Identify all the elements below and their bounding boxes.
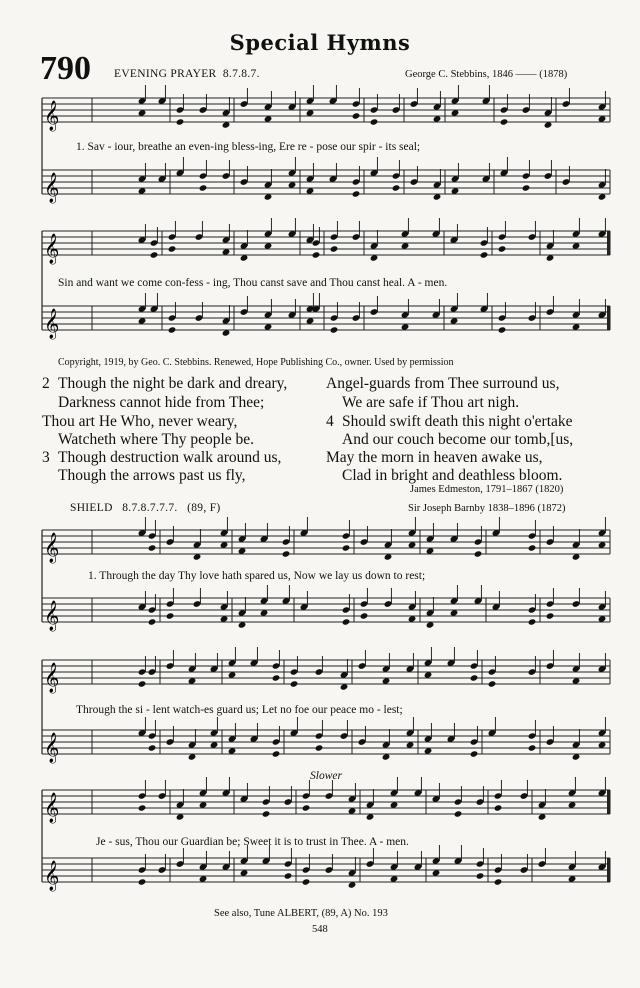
tune-name: EVENING PRAYER (114, 68, 217, 80)
notehead (392, 184, 401, 191)
clef-icon: 𝄞 (44, 861, 60, 891)
notehead (138, 878, 147, 885)
notehead (470, 674, 479, 681)
notehead (488, 680, 497, 687)
notehead (272, 750, 281, 757)
notehead (148, 744, 157, 751)
tune-heading (70, 502, 221, 514)
notehead (498, 326, 507, 333)
page-number: 548 (312, 924, 328, 935)
notehead (176, 118, 185, 125)
lyric-line: Sin and want we come con-fess - ing, Thou canst save and Thou canst heal. A - men. (58, 277, 448, 289)
section-title: Special Hymns (229, 30, 411, 55)
notehead (470, 750, 479, 757)
clef-icon: 𝄞 (44, 173, 60, 203)
lyric-line: 1. Sav - iour, breathe an even-ing bless-ing, Ere re - pose our spir - its seal; (76, 141, 421, 153)
copyright-notice: Copyright, 1919, by Geo. C. Stebbins. Renewed, Hope Publishing Co., owner. Used by permission (58, 357, 454, 368)
notehead (312, 251, 321, 258)
stanza-line: Watcheth where Thy people be. (58, 431, 255, 448)
clef-icon: 𝄞 (44, 101, 60, 131)
tune-name: SHIELD (70, 502, 113, 514)
notehead (284, 872, 293, 879)
notehead (148, 618, 157, 625)
notehead (494, 804, 503, 811)
notehead (262, 810, 271, 817)
lyric-line: 1. Through the day Thy love hath spared us, Now we lay us down to rest; (88, 570, 426, 582)
tune-meter: 8.7.8.7.7.7. (122, 502, 178, 514)
lyric-line: Through the si - lent watch-es guard us; Let no foe our peace mo - lest; (76, 704, 403, 716)
notehead (360, 612, 369, 619)
stanza-line: Though the arrows past us fly, (58, 467, 246, 484)
final-barline (607, 858, 610, 882)
notehead (330, 326, 339, 333)
notehead (494, 878, 503, 885)
clef-icon: 𝄞 (44, 733, 60, 763)
notehead (342, 544, 351, 551)
stanza-line: Though destruction walk around us, (58, 449, 282, 466)
notehead (315, 744, 324, 751)
stanza-line: Darkness cannot hide from Thee; (58, 394, 265, 411)
stanza-line: Should swift death this night o'ertake (342, 413, 573, 430)
notehead (330, 245, 339, 252)
final-barline (607, 790, 610, 814)
notehead (528, 618, 537, 625)
notehead (546, 612, 555, 619)
notehead (272, 674, 281, 681)
author-credit: James Edmeston, 1791–1867 (1820) (410, 484, 564, 495)
clef-icon: 𝄞 (44, 663, 60, 693)
notehead (500, 118, 509, 125)
notehead (168, 326, 177, 333)
stanza-number: 2 (42, 375, 50, 392)
stanza-line: Clad in bright and deathless bloom. (342, 467, 563, 484)
notehead (454, 810, 463, 817)
stanza-line: Angel-guards from Thee surround us, (326, 375, 560, 392)
see-also-note: See also, Tune ALBERT, (89, A) No. 193 (214, 908, 388, 919)
clef-icon: 𝄞 (44, 533, 60, 563)
notehead (474, 550, 483, 557)
composer-credit: George C. Stebbins, 1846 —— (1878) (405, 69, 568, 80)
notehead (528, 544, 537, 551)
notehead (282, 550, 291, 557)
stanza-line: We are safe if Thou art nigh. (342, 394, 520, 411)
notehead (148, 544, 157, 551)
notehead (342, 618, 351, 625)
stanza-number: 4 (326, 413, 334, 430)
notehead (166, 612, 175, 619)
notehead (138, 804, 147, 811)
notehead (199, 184, 208, 191)
notehead (352, 190, 361, 197)
notehead (150, 251, 159, 258)
notehead (476, 872, 485, 879)
stanza-line: And our couch become our tomb,[us, (342, 431, 574, 448)
tune-key-info: (89, F) (187, 502, 221, 514)
notehead (522, 184, 531, 191)
hymn-number: 790 (40, 50, 91, 87)
stanza-number: 3 (42, 449, 50, 466)
notehead (302, 804, 311, 811)
notehead (290, 680, 299, 687)
notehead (480, 251, 489, 258)
clef-icon: 𝄞 (44, 309, 60, 339)
notehead (498, 245, 507, 252)
notehead (138, 680, 147, 687)
notehead (302, 878, 311, 885)
tune-meter: 8.7.8.7. (222, 68, 260, 80)
lyric-line: Je - sus, Thou our Guardian be; Sweet it is to trust in Thee. A - men. (96, 836, 409, 848)
notehead (168, 245, 177, 252)
clef-icon: 𝄞 (44, 601, 60, 631)
notehead (352, 112, 361, 119)
clef-icon: 𝄞 (44, 793, 60, 823)
final-barline (607, 231, 610, 255)
stanza-line: May the morn in heaven awake us, (326, 449, 543, 466)
clef-icon: 𝄞 (44, 234, 60, 264)
notehead (528, 744, 537, 751)
composer-credit: Sir Joseph Barnby 1838–1896 (1872) (408, 503, 566, 514)
stanza-line: Thou art He Who, never weary, (42, 413, 238, 430)
stanza-line: Though the night be dark and dreary, (58, 375, 288, 392)
final-barline (607, 306, 610, 330)
tempo-marking: Slower (310, 770, 342, 782)
notehead (370, 118, 379, 125)
